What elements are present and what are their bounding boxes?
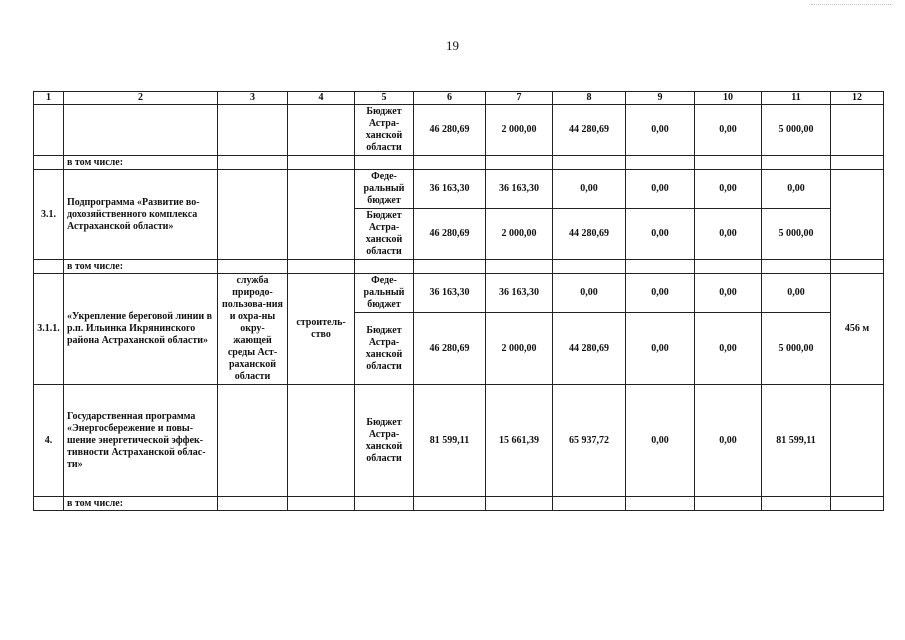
value-cell: 0,00: [626, 170, 695, 209]
value-cell: 36 163,30: [486, 274, 553, 313]
value-cell: 0,00: [626, 385, 695, 497]
funding-source: Феде-ральный бюджет: [355, 274, 414, 313]
funding-source: Феде-ральный бюджет: [355, 170, 414, 209]
table-row: [34, 260, 884, 274]
budget-table: [33, 91, 884, 511]
table-row: [34, 170, 884, 209]
value-cell: 36 163,30: [414, 170, 486, 209]
measure-name: «Укрепление береговой линии в р.п. Ильинка Икрянинского района Астраханской области»: [64, 274, 218, 385]
funding-source: Бюджет Астра-ханской области: [355, 313, 414, 385]
value-cell: 0,00: [695, 274, 762, 313]
value-cell: 0,00: [695, 385, 762, 497]
value-cell: 5 000,00: [762, 105, 831, 156]
table-row: [34, 105, 884, 156]
header-cell: 6: [414, 92, 486, 105]
table-row: [34, 274, 884, 313]
funding-source: Бюджет Астра-ханской области: [355, 385, 414, 497]
header-cell: 4: [288, 92, 355, 105]
row-number: 3.1.: [34, 170, 64, 260]
value-cell: 44 280,69: [553, 313, 626, 385]
funding-source: Бюджет Астра-ханской области: [355, 209, 414, 260]
value-cell: 0,00: [762, 170, 831, 209]
table-row: [34, 156, 884, 170]
work-type: строитель-ство: [288, 274, 355, 385]
funding-source: Бюджет Астра-ханской области: [355, 105, 414, 156]
value-cell: 81 599,11: [414, 385, 486, 497]
value-cell: 44 280,69: [553, 105, 626, 156]
value-cell: 0,00: [553, 170, 626, 209]
value-cell: 15 661,39: [486, 385, 553, 497]
header-cell: 11: [762, 92, 831, 105]
value-cell: 2 000,00: [486, 105, 553, 156]
header-cell: 7: [486, 92, 553, 105]
header-cell: 5: [355, 92, 414, 105]
including-label: в том числе:: [64, 260, 218, 274]
value-cell: 0,00: [626, 105, 695, 156]
row-number: 4.: [34, 385, 64, 497]
value-cell: 0,00: [553, 274, 626, 313]
header-cell: 12: [831, 92, 884, 105]
header-cell: 10: [695, 92, 762, 105]
page-number: 19: [446, 38, 459, 53]
value-cell: 5 000,00: [762, 209, 831, 260]
value-cell: 46 280,69: [414, 313, 486, 385]
value-cell: 44 280,69: [553, 209, 626, 260]
header-cell: 3: [218, 92, 288, 105]
value-cell: 36 163,30: [486, 170, 553, 209]
including-label: в том числе:: [64, 156, 218, 170]
value-cell: 5 000,00: [762, 313, 831, 385]
result-value: 456 м: [831, 274, 884, 385]
value-cell: 2 000,00: [486, 209, 553, 260]
value-cell: 36 163,30: [414, 274, 486, 313]
header-cell: 8: [553, 92, 626, 105]
header-cell: 2: [64, 92, 218, 105]
including-label: в том числе:: [64, 497, 218, 511]
header-cell: 1: [34, 92, 64, 105]
value-cell: 0,00: [626, 274, 695, 313]
value-cell: 0,00: [626, 313, 695, 385]
value-cell: 81 599,11: [762, 385, 831, 497]
table-header-row: [34, 92, 884, 105]
row-number: 3.1.1.: [34, 274, 64, 385]
value-cell: 0,00: [762, 274, 831, 313]
value-cell: 0,00: [626, 209, 695, 260]
value-cell: 46 280,69: [414, 105, 486, 156]
program-name: Подпрограмма «Развитие во-дохозяйственного комплекса Астраханской области»: [64, 170, 218, 260]
program-name: Государственная программа «Энергосбережение и повы-шение энергетической эффек-тивности Астраханской облас-ти»: [64, 385, 218, 497]
value-cell: 0,00: [695, 170, 762, 209]
executor: служба природо-пользова-ния и охра-ны окру-жающей среды Аст-раханской области: [218, 274, 288, 385]
value-cell: 0,00: [695, 313, 762, 385]
table-row: [34, 385, 884, 497]
value-cell: 2 000,00: [486, 313, 553, 385]
value-cell: 0,00: [695, 209, 762, 260]
value-cell: 46 280,69: [414, 209, 486, 260]
scan-marks: [811, 4, 891, 7]
value-cell: 65 937,72: [553, 385, 626, 497]
table-row: [34, 497, 884, 511]
value-cell: 0,00: [695, 105, 762, 156]
header-cell: 9: [626, 92, 695, 105]
